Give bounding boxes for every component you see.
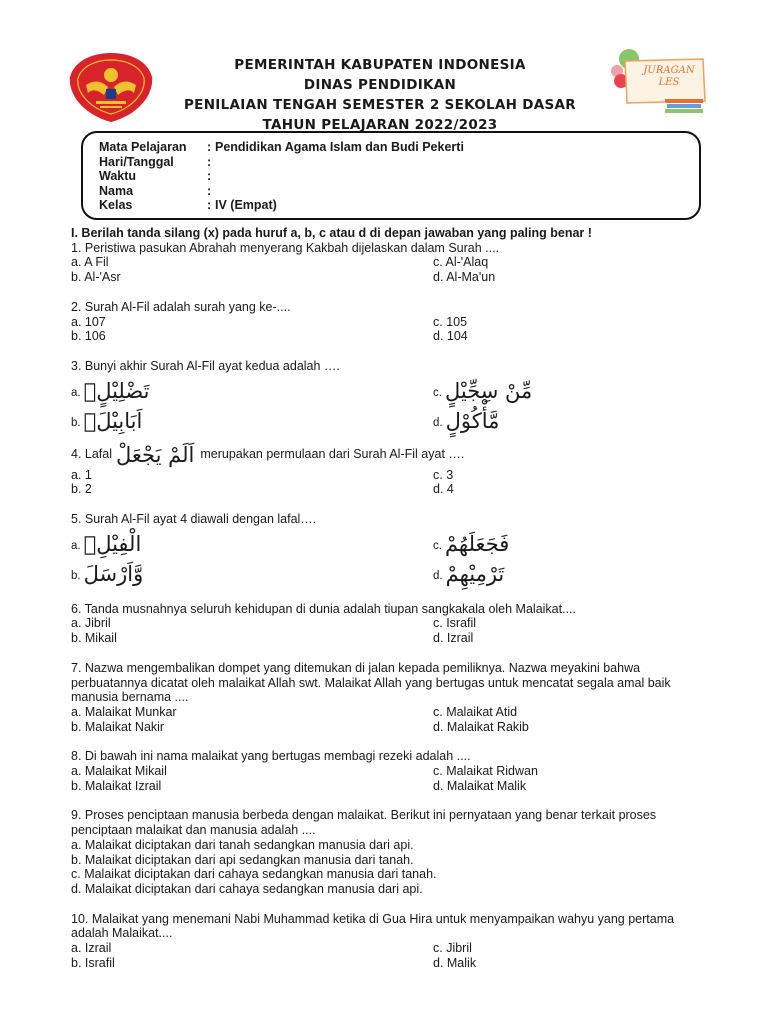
question-5 <box>71 512 711 587</box>
option-d[interactable]: d. Al-Ma'un <box>433 270 496 285</box>
option-a[interactable]: a. 1 <box>71 467 92 482</box>
info-row-name: Nama : <box>99 183 212 198</box>
question-text: 2. Surah Al-Fil adalah surah yang ke-.... <box>71 299 291 314</box>
question-text: 9. Proses penciptaan manusia berbeda dengan malaikat. Berikut ini pernyataan yang benar terkait proses penciptaan malaikat dan manusia adalah .... <box>71 808 657 838</box>
option-b[interactable]: b. Malaikat Izrail <box>71 778 162 793</box>
option-d[interactable]: d. Malaikat Malik <box>433 778 527 793</box>
option-c[interactable]: c. Israfil <box>433 616 477 631</box>
juragan-les-logo <box>605 47 709 117</box>
option-a[interactable]: a. تَضْلِيْلٍۙ <box>71 378 150 403</box>
question-4 <box>71 442 711 497</box>
arabic-text: وَّاَرْسَلَ <box>83 561 144 586</box>
arabic-text: مَّأْكُوْلٍ <box>445 408 500 433</box>
header-school-year: TAHUN PELAJARAN 2022/2023 <box>262 117 498 133</box>
option-c[interactable]: c. فَجَعَلَهُمْ <box>433 531 510 556</box>
option-c[interactable]: c. Malaikat diciptakan dari cahaya sedangkan manusia dari tanah. <box>71 867 437 882</box>
question-2 <box>71 300 711 344</box>
question-text: 6. Tanda musnahnya seluruh kehidupan di dunia adalah tiupan sangkakala oleh Malaikat.... <box>71 601 576 616</box>
question-text: 1. Peristiwa pasukan Abrahah menyerang Kakbah dijelaskan dalam Surah .... <box>71 240 500 255</box>
option-d[interactable]: d. Malaikat Rakib <box>433 719 529 734</box>
option-a[interactable]: a. Izrail <box>71 941 112 956</box>
option-d[interactable]: d. مَّأْكُوْلٍ <box>433 408 500 433</box>
option-c[interactable]: c. Jibril <box>433 941 472 956</box>
option-b[interactable]: b. وَّاَرْسَلَ <box>71 561 144 586</box>
option-c[interactable]: c. Al-'Alaq <box>433 255 489 270</box>
option-b[interactable]: b. Israfil <box>71 955 115 970</box>
question-text: 10. Malaikat yang menemani Nabi Muhammad ketika di Gua Hira untuk menyampaikan wahyu yang pertama adalah Malaikat.... <box>71 911 675 941</box>
class-value: IV (Empat) <box>215 198 277 212</box>
option-d[interactable]: d. Malaikat diciptakan dari cahaya sedangkan manusia dari api. <box>71 881 423 896</box>
header-department: DINAS PENDIDIKAN <box>303 77 457 93</box>
question-6 <box>71 602 711 646</box>
question-text: 5. Surah Al-Fil ayat 4 diawali dengan lafal…. <box>71 512 317 527</box>
option-c[interactable]: c. Malaikat Atid <box>433 704 518 719</box>
header-government: PEMERINTAH KABUPATEN INDONESIA <box>234 57 526 73</box>
option-c[interactable]: c. Malaikat Ridwan <box>433 764 538 779</box>
option-a[interactable]: a. Malaikat Munkar <box>71 704 177 719</box>
option-c[interactable]: c. 3 <box>433 467 454 482</box>
arabic-text: مِّنْ سِجِّيْلٍ <box>444 378 533 403</box>
option-d[interactable]: d. 4 <box>433 482 454 497</box>
option-b[interactable]: b. Malaikat diciptakan dari api sedangkan manusia dari tanah. <box>71 852 414 867</box>
subject-value: Pendidikan Agama Islam dan Budi Pekerti <box>215 140 464 154</box>
info-row-class: Kelas : IV (Empat) <box>99 198 277 212</box>
header-exam-title: PENILAIAN TENGAH SEMESTER 2 SEKOLAH DASAR <box>183 97 576 113</box>
option-c[interactable]: c. مِّنْ سِجِّيْلٍ <box>433 378 533 403</box>
tut-wuri-handayani-logo <box>68 51 154 124</box>
info-row-date: Hari/Tanggal : <box>99 154 212 169</box>
option-b[interactable]: b. 2 <box>71 482 92 497</box>
question-text: 4. Lafal اَلَمْ يَجْعَلْ merupakan permulaan dari Surah Al-Fil ayat …. <box>71 442 465 467</box>
instruction: I. Berilah tanda silang (x) pada huruf a, b, c atau d di depan jawaban yang paling benar ! <box>71 226 592 240</box>
option-c[interactable]: c. 105 <box>433 314 468 329</box>
question-8 <box>71 749 711 793</box>
question-10 <box>71 912 711 971</box>
question-9 <box>71 808 711 896</box>
option-b[interactable]: b. اَبَابِيْلَۙ <box>71 408 143 433</box>
juragan-logo-text: JURAGAN <box>643 65 695 76</box>
option-d[interactable]: d. 104 <box>433 329 468 344</box>
option-a[interactable]: a. الْفِيْلِۗ <box>71 531 142 556</box>
option-b[interactable]: b. 106 <box>71 329 106 344</box>
student-info-box <box>81 131 701 220</box>
option-a[interactable]: a. Malaikat Mikail <box>71 764 167 779</box>
arabic-text: الْفِيْلِۗ <box>83 531 142 556</box>
option-a[interactable]: a. 107 <box>71 314 106 329</box>
question-text: 8. Di bawah ini nama malaikat yang bertugas membagi rezeki adalah .... <box>71 749 471 764</box>
option-a[interactable]: a. A Fil <box>71 255 109 270</box>
arabic-text: تَضْلِيْلٍۙ <box>83 378 150 403</box>
arabic-text: تَرْمِيْهِمْ <box>445 561 505 586</box>
les-logo-text: LES <box>658 77 680 88</box>
option-d[interactable]: d. تَرْمِيْهِمْ <box>433 561 505 586</box>
option-a[interactable]: a. Jibril <box>71 616 111 631</box>
option-d[interactable]: d. Izrail <box>433 631 474 646</box>
question-text: 7. Nazwa mengembalikan dompet yang ditemukan di jalan kepada pemiliknya. Nazwa meyakini bahwa perbuatannya dicatat oleh malaikat Allah swt. Malaikat Allah yang bertugas untuk mencatat segala amal baik manusia bernama .... <box>71 660 671 705</box>
arabic-text: اَبَابِيْلَۙ <box>83 408 143 433</box>
questions-section <box>71 226 711 971</box>
option-b[interactable]: b. Malaikat Nakir <box>71 719 165 734</box>
question-text: 3. Bunyi akhir Surah Al-Fil ayat kedua adalah …. <box>71 358 340 373</box>
document-header <box>160 55 600 135</box>
info-row-subject: Mata Pelajaran : Pendidikan Agama Islam dan Budi Pekerti <box>99 140 464 154</box>
arabic-text: فَجَعَلَهُمْ <box>444 531 510 556</box>
option-b[interactable]: b. Mikail <box>71 631 117 646</box>
question-1 <box>71 241 711 285</box>
option-d[interactable]: d. Malik <box>433 955 477 970</box>
option-b[interactable]: b. Al-'Asr <box>71 270 121 285</box>
question-7 <box>71 661 711 735</box>
option-a[interactable]: a. Malaikat diciptakan dari tanah sedangkan manusia dari api. <box>71 837 414 852</box>
question-3 <box>71 359 711 434</box>
info-row-time: Waktu : <box>99 169 212 183</box>
arabic-text: اَلَمْ يَجْعَلْ <box>116 442 195 467</box>
